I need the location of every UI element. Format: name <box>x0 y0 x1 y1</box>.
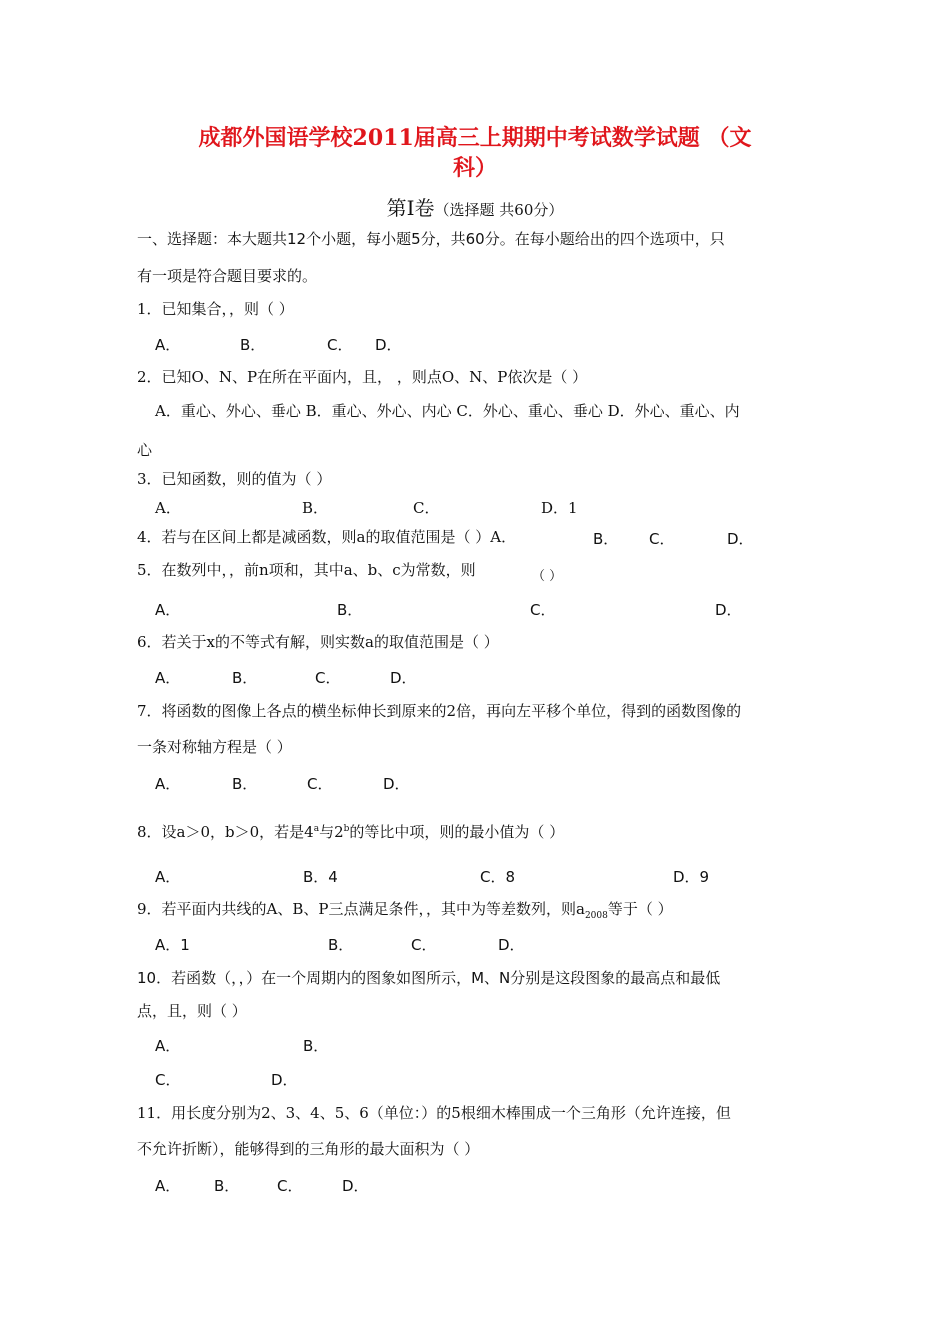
q9-option-a: A．1 <box>155 936 190 954</box>
q8-stem-post: 的等比中项，则的最小值为（ ） <box>349 823 565 841</box>
q8-exponent-b: b <box>343 824 350 834</box>
q5-option-d: D． <box>715 601 742 619</box>
q7-option-a: A． <box>155 775 181 793</box>
section-label: 第Ⅰ卷 <box>386 196 435 220</box>
q7-option-d: D． <box>383 775 410 793</box>
section-note: （选择题 共60分） <box>434 201 564 219</box>
q4-option-b: B． <box>593 530 619 548</box>
q5-option-c: C． <box>530 601 556 619</box>
q4-option-d: D． <box>727 530 754 548</box>
q8-stem-pre: 8．设a＞0，b＞0，若是4 <box>137 823 314 841</box>
question-1-stem: 1．已知集合，，则（ ） <box>137 300 294 318</box>
q6-option-d: D． <box>390 669 417 687</box>
q2-options: A．重心、外心、垂心 B．重心、外心、内心 C．外心、重心、垂心 D．外心、重心、内 <box>155 402 740 420</box>
q10-option-c: C． <box>155 1071 181 1089</box>
q3-option-a: A． <box>155 499 181 517</box>
q4-option-c: C． <box>649 530 675 548</box>
q2-options-continued: 心 <box>137 441 153 459</box>
q11-option-d: D． <box>342 1177 369 1195</box>
q11-option-a: A． <box>155 1177 181 1195</box>
question-3-stem: 3．已知函数，则的值为（ ） <box>137 470 332 488</box>
q11-option-b: B． <box>214 1177 240 1195</box>
instructions-line2: 有一项是符合题目要求的。 <box>137 267 318 285</box>
q9-subscript: 2008 <box>584 911 608 921</box>
q6-option-c: C． <box>315 669 341 687</box>
q8-option-b: B．4 <box>303 868 338 886</box>
q1-option-c: C． <box>327 336 353 354</box>
instructions-line1: 一、选择题：本大题共12个小题，每小题5分，共60分。在每小题给出的四个选项中，只 <box>137 230 725 248</box>
question-7-line2: 一条对称轴方程是（ ） <box>137 738 292 756</box>
q3-option-d: D．1 <box>541 499 578 517</box>
question-10-line1: 10．若函数（，，）在一个周期内的图象如图所示，M、N分别是这段图象的最高点和最低 <box>137 969 721 987</box>
q6-option-a: A． <box>155 669 181 687</box>
q8-option-d: D．9 <box>673 868 710 886</box>
question-6-stem: 6．若关于x的不等式有解，则实数a的取值范围是（ ） <box>137 633 499 651</box>
q9-option-d: D． <box>498 936 525 954</box>
q9-stem-pre: 9．若平面内共线的A、B、P三点满足条件，，其中为等差数列，则a <box>137 900 585 918</box>
q10-option-b: B． <box>303 1037 329 1055</box>
section-header <box>0 192 950 221</box>
question-10-line2: 点，且，则（ ） <box>137 1002 247 1020</box>
q1-option-a: A． <box>155 336 181 354</box>
question-4-stem: 4．若与在区间上都是减函数，则a的取值范围是（ ）A． <box>137 528 517 546</box>
q5-option-b: B． <box>337 601 363 619</box>
question-5-stem: 5．在数列中，，前n项和，其中a、b、c为常数，则 <box>137 561 476 579</box>
document-title-line2: 科） <box>452 155 497 181</box>
q11-option-c: C． <box>277 1177 303 1195</box>
q1-option-b: B． <box>240 336 266 354</box>
q8-option-a: A． <box>155 868 181 886</box>
q9-option-b: B． <box>328 936 354 954</box>
q9-stem-post: 等于（ ） <box>607 900 673 918</box>
q7-option-c: C． <box>307 775 333 793</box>
q10-option-d: D． <box>271 1071 298 1089</box>
q8-stem-mid: 与2 <box>319 823 344 841</box>
q1-option-d: D． <box>375 336 402 354</box>
question-11-line2: 不允许折断），能够得到的三角形的最大面积为（ ） <box>137 1140 480 1158</box>
question-7-line1: 7．将函数的图像上各点的横坐标伸长到原来的2倍，再向左平移个单位，得到的函数图像的 <box>137 702 742 720</box>
question-11-line1: 11．用长度分别为2、3、4、5、6（单位：）的5根细木棒围成一个三角形（允许连接，但 <box>137 1104 731 1122</box>
document-title-line1: 成都外国语学校2011届高三上期期中考试数学试题 （文 <box>198 125 752 151</box>
q5-answer-paren: （ ） <box>532 569 563 584</box>
q3-option-b: B． <box>302 499 329 517</box>
question-8-stem <box>137 819 564 842</box>
question-2-stem: 2．已知O、N、P在所在平面内，且， ，则点O、N、P依次是（ ） <box>137 368 588 386</box>
q7-option-b: B． <box>232 775 258 793</box>
q9-option-c: C． <box>411 936 437 954</box>
q5-option-a: A． <box>155 601 181 619</box>
q8-option-c: C．8 <box>480 868 516 886</box>
q8-exponent-a: a <box>313 824 320 834</box>
question-9-stem <box>137 899 673 926</box>
q10-option-a: A． <box>155 1037 181 1055</box>
q3-option-c: C． <box>413 499 440 517</box>
q6-option-b: B． <box>232 669 258 687</box>
